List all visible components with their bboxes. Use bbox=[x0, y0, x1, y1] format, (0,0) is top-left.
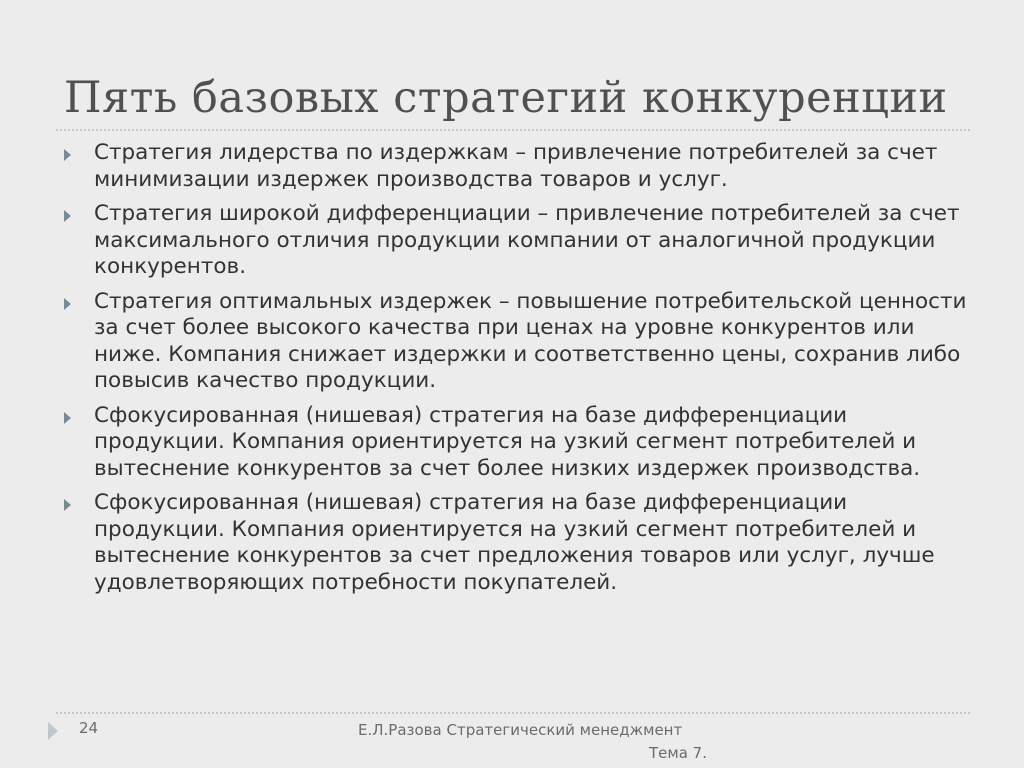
triangle-right-icon bbox=[64, 149, 71, 161]
bullet-item bbox=[62, 490, 972, 596]
bullet-text: Сфокусированная (нишевая) стратегия на базе дифференциации продукции. Компания ориентируется на узкий сегмент потребителей и вытеснение конкурентов за счет предложения товаров или услуг, лучше удовлетворяющих потребности покупателей. bbox=[94, 490, 935, 595]
triangle-right-icon bbox=[64, 412, 71, 424]
bullet-text: Стратегия лидерства по издержкам – привлечение потребителей за счет минимизации издержек производства товаров и услуг. bbox=[94, 140, 938, 192]
triangle-right-icon bbox=[64, 210, 71, 222]
bullet-text: Стратегия оптимальных издержек – повышение потребительской ценности за счет более высокого качества при ценах на уровне конкурентов или ниже. Компания снижает издержки и соответственно цены, сохранив либо повысив качество продукции. bbox=[94, 288, 967, 393]
bullet-item bbox=[62, 403, 972, 483]
bullet-text: Стратегия широкой дифференциации – привлечение потребителей за счет максимального отличия продукции компании от аналогичной продукции конкурентов. bbox=[94, 201, 960, 279]
bullet-item bbox=[62, 289, 972, 395]
footer-divider bbox=[56, 712, 970, 714]
footer-author-course: Е.Л.Разова Стратегический менеджмент bbox=[358, 721, 683, 739]
page-number: 24 bbox=[79, 719, 99, 737]
bullet-list bbox=[62, 140, 972, 604]
title-divider bbox=[56, 129, 970, 131]
footer-caption bbox=[358, 719, 723, 765]
slide-title: Пять базовых стратегий конкуренции bbox=[64, 73, 948, 123]
bullet-item bbox=[62, 201, 972, 281]
triangle-right-icon bbox=[64, 499, 71, 511]
triangle-right-icon bbox=[64, 298, 71, 310]
bullet-item bbox=[62, 140, 972, 193]
bullet-text: Сфокусированная (нишевая) стратегия на базе дифференциации продукции. Компания ориентируется на узкий сегмент потребителей и вытеснение конкурентов за счет более низких издержек производства. bbox=[94, 402, 921, 481]
footer-triangle-icon bbox=[48, 722, 58, 740]
footer-topic: Тема 7. bbox=[649, 744, 707, 762]
